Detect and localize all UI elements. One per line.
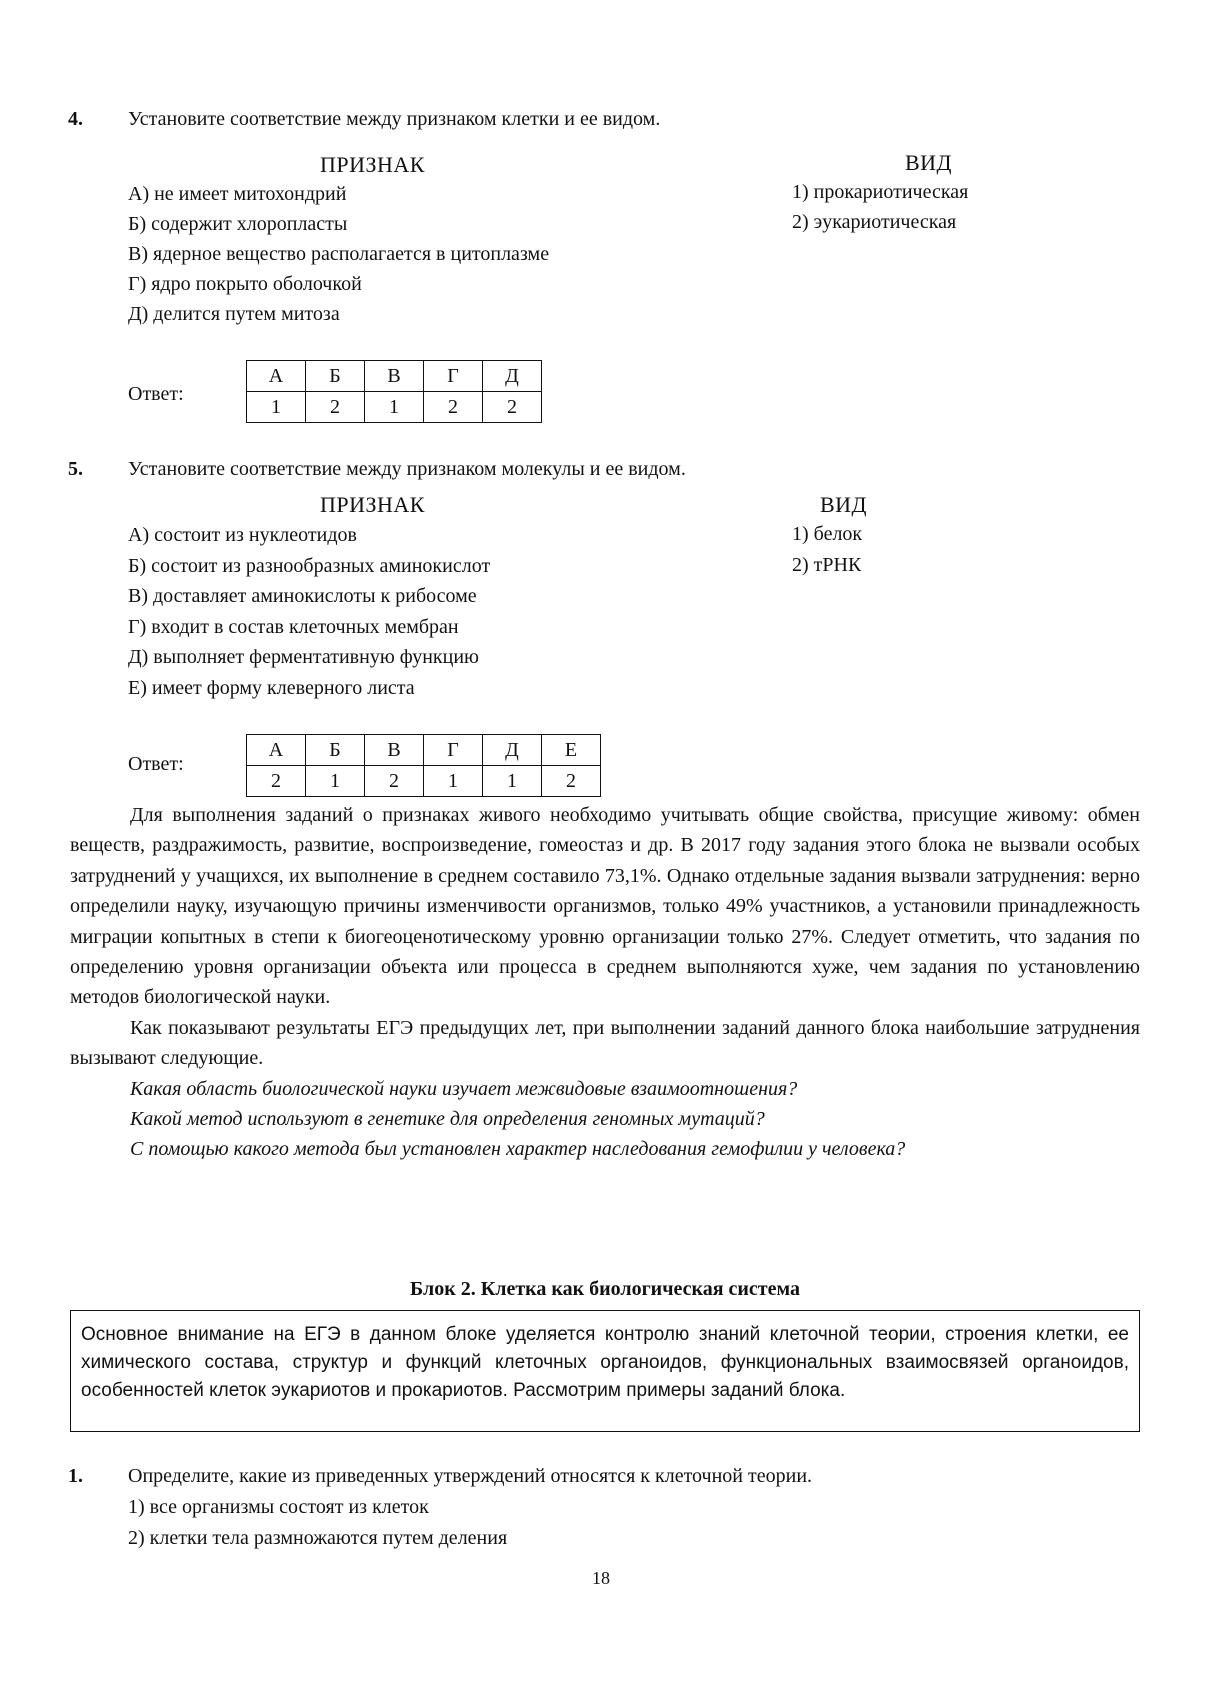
answer-value-cell: 2 (483, 392, 542, 423)
task4-feature-c: В) ядерное вещество располагается в цитоплазме (128, 243, 550, 265)
page-number: 18 (592, 1568, 610, 1588)
answer-value-cell: 1 (424, 766, 483, 797)
answer-value-cell: 2 (424, 392, 483, 423)
task4-kind-header: ВИД (905, 150, 953, 175)
answer-header-cell: А (247, 361, 306, 392)
task5-feature-a: А) состоит из нуклеотидов (128, 524, 357, 546)
task5-kind-header: ВИД (820, 492, 868, 517)
answer-value-row (247, 766, 601, 797)
task4-feature-header: ПРИЗНАК (320, 152, 425, 177)
difficult-question-1: Какая область биологической науки изучает межвидовые взаимоотношения? (130, 1077, 798, 1100)
task4-feature-a: А) не имеет митохондрий (128, 183, 347, 205)
task5-question: Установите соответствие между признаком молекулы и ее видом. (128, 458, 686, 480)
answer-value-cell: 1 (247, 392, 306, 423)
answer-value-cell: 2 (306, 392, 365, 423)
answer-header-row (247, 735, 601, 766)
task4-question: Установите соответствие между признаком клетки и ее видом. (128, 108, 661, 130)
answer-header-cell: Е (542, 735, 601, 766)
commentary-section (70, 800, 1140, 1165)
task4-kind-1: 1) прокариотическая (792, 181, 969, 203)
task1-question: Определите, какие из приведенных утверждений относятся к клеточной теории. (128, 1465, 813, 1487)
task5-feature-d: Г) входит в состав клеточных мембран (128, 616, 459, 638)
task5-number: 5. (68, 458, 83, 480)
answer-value-row (247, 392, 542, 423)
answer-value-cell: 1 (365, 392, 424, 423)
task5-kind-1: 1) белок (792, 523, 863, 545)
answer-value-cell: 2 (247, 766, 306, 797)
answer-value-cell: 1 (306, 766, 365, 797)
commentary-paragraph-2: Как показывают результаты ЕГЭ предыдущих лет, при выполнении заданий данного блока наибольшие затруднения вызывают следующие. (70, 1016, 1140, 1070)
block2-title: Блок 2. Клетка как биологическая система (410, 1278, 800, 1300)
answer-header-cell: Г (424, 735, 483, 766)
answer-header-row (247, 361, 542, 392)
task1-option-1: 1) все организмы состоят из клеток (128, 1496, 429, 1518)
task5-feature-b: Б) состоит из разнообразных аминокислот (128, 555, 491, 577)
answer-header-cell: Д (483, 361, 542, 392)
task5-kind-2: 2) тРНК (792, 554, 862, 576)
answer-header-cell: В (365, 361, 424, 392)
task5-feature-c: В) доставляет аминокислоты к рибосоме (128, 585, 477, 607)
task5-feature-header: ПРИЗНАК (320, 492, 425, 517)
task5-feature-e: Д) выполняет ферментативную функцию (128, 646, 479, 668)
task4-feature-d: Г) ядро покрыто оболочкой (128, 273, 362, 295)
answer-header-cell: Б (306, 361, 365, 392)
answer-header-cell: А (247, 735, 306, 766)
difficult-question-2: Какой метод используют в генетике для определения геномных мутаций? (130, 1108, 765, 1131)
task4-answer-label: Ответ: (128, 383, 184, 405)
task4-answer-table (246, 360, 542, 423)
difficult-question-3: С помощью какого метода был установлен характер наследования гемофилии у человека? (130, 1138, 906, 1161)
task5-feature-f: Е) имеет форму клеверного листа (128, 677, 415, 699)
task1-number: 1. (68, 1465, 83, 1487)
answer-header-cell: Б (306, 735, 365, 766)
answer-value-cell: 2 (542, 766, 601, 797)
commentary-paragraph-1: Для выполнения заданий о признаках живого необходимо учитывать общие свойства, присущие живому: обмен веществ, раздражимость, развитие, воспроизведение, гомеостаз и др. В 2017 году задания этого блока не вызвали особых затруднений у учащихся, их выполнение в среднем составило 73,1%. Однако отдельные задания вызвали затруднения: верно определили науку, изучающую причины изменчивости организмов, только 49% участников, а установили принадлежность миграции копытных в степи к биогеоценотическому уровню организации только 27%. Следует отметить, что задания по определению уровня организации объекта или процесса в среднем выполняются хуже, чем задания по установлению методов биологической науки. (70, 804, 1140, 1009)
task1-option-2: 2) клетки тела размножаются путем деления (128, 1527, 508, 1549)
block2-info-box: Основное внимание на ЕГЭ в данном блоке уделяется контролю знаний клеточной теории, строения клетки, ее химического состава, структур и функций клеточных органоидов, функциональных взаимосвязей органоидов, особенностей клеток эукариотов и прокариотов. Рассмотрим примеры заданий блока. (70, 1310, 1140, 1432)
task5-answer-label: Ответ: (128, 753, 184, 775)
task4-number: 4. (68, 108, 83, 130)
task4-feature-e: Д) делится путем митоза (128, 303, 340, 325)
answer-value-cell: 1 (483, 766, 542, 797)
task4-feature-b: Б) содержит хлоропласты (128, 213, 348, 235)
answer-value-cell: 2 (365, 766, 424, 797)
task4-kind-2: 2) эукариотическая (792, 211, 957, 233)
answer-header-cell: Д (483, 735, 542, 766)
task5-answer-table (246, 734, 601, 797)
answer-header-cell: Г (424, 361, 483, 392)
answer-header-cell: В (365, 735, 424, 766)
